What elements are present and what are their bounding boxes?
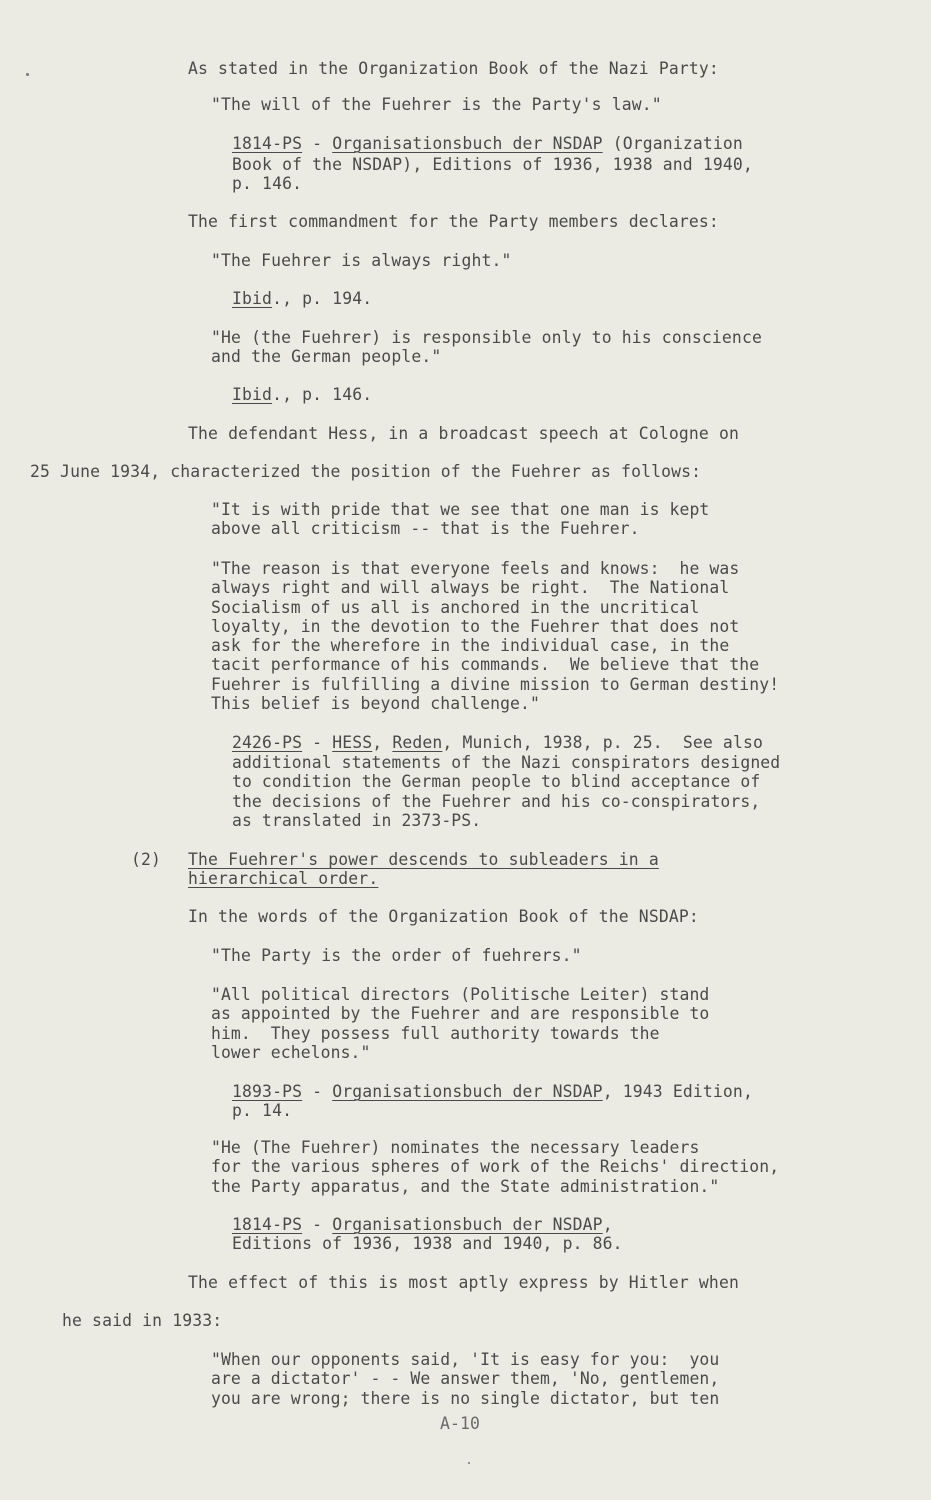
org-book-intro: As stated in the Organization Book of the Nazi Party:: [188, 59, 719, 78]
quote-responsible-line2: and the German people.": [211, 347, 442, 366]
quote-responsible-line1: "He (the Fuehrer) is responsible only to his conscience: [211, 328, 762, 347]
page-number: A-10: [440, 1414, 481, 1433]
citation-1814-ps-line2: Book of the NSDAP), Editions of 1936, 1938 and 1940,: [232, 155, 753, 174]
citation-1893-ps-line2: p. 14.: [232, 1101, 293, 1120]
effect-intro-line1: The effect of this is most aptly express by Hitler when: [188, 1273, 739, 1292]
effect-intro-line2: he said in 1933:: [62, 1311, 223, 1330]
hess-quote-1: "It is with pride that we see that one man is kept above all criticism -- that is the Fuehrer.: [211, 500, 710, 539]
quote-order-of-fuehrers: "The Party is the order of fuehrers.": [211, 946, 582, 965]
words-of-org-book-intro: In the words of the Organization Book of the NSDAP:: [188, 907, 699, 926]
section-2-number: (2): [131, 850, 162, 869]
hess-quote-2: "The reason is that everyone feels and knows: he was always right and will always be right. The National Socialism of us all is anchored in the uncritical loyalty, in the devotion to the Fuehrer that does not ask for the wherefore in the individual case, in the tacit performance of his commands. We believe that the Fuehrer is fulfilling a divine mission to German destiny! This belief is beyond challenge.": [211, 559, 780, 714]
margin-mark: [26, 73, 29, 76]
citation-1814-ps: 1814-PS - Organisationsbuch der NSDAP (Organization: [232, 134, 743, 153]
citation-code: 1814-PS: [232, 134, 303, 153]
quote-will-of-fuehrer: "The will of the Fuehrer is the Party's law.": [211, 95, 662, 114]
bottom-mark: [468, 1462, 470, 1464]
citation-1814-ps-second: 1814-PS - Organisationsbuch der NSDAP,: [232, 1215, 613, 1234]
citation-2426-ps: 2426-PS - HESS, Reden, Munich, 1938, p. 25. See also: [232, 733, 763, 752]
citation-1814-ps-second-line2: Editions of 1936, 1938 and 1940, p. 86.: [232, 1234, 623, 1253]
citation-1893-ps: 1893-PS - Organisationsbuch der NSDAP, 1943 Edition,: [232, 1082, 753, 1101]
section-2-heading-line1: The Fuehrer's power descends to subleaders in a: [188, 850, 659, 869]
section-2-heading-line2: hierarchical order.: [188, 869, 379, 888]
hitler-quote: "When our opponents said, 'It is easy for you: you are a dictator' - - We answer them, 'No, gentlemen, you are wrong; there is no single dictator, but ten: [211, 1350, 720, 1408]
hess-intro-line1: The defendant Hess, in a broadcast speech at Cologne on: [188, 424, 739, 443]
ibid-p194: Ibid., p. 194.: [232, 289, 373, 308]
citation-title: Organisationsbuch der NSDAP: [332, 134, 603, 153]
quote-always-right: "The Fuehrer is always right.": [211, 251, 512, 270]
hess-intro-line2: 25 June 1934, characterized the position of the Fuehrer as follows:: [30, 462, 702, 481]
citation-2426-ps-continued: additional statements of the Nazi conspirators designed to condition the German people to blind acceptance of the decisions of the Fuehrer and his co-conspirators, as translated in 2373-PS.: [232, 753, 781, 830]
first-commandment-intro: The first commandment for the Party members declares:: [188, 212, 719, 231]
quote-political-directors: "All political directors (Politische Leiter) stand as appointed by the Fuehrer and are responsible to him. They possess full authority towards the lower echelons.": [211, 985, 710, 1062]
ibid-p146: Ibid., p. 146.: [232, 385, 373, 404]
quote-nominates-leaders: "He (The Fuehrer) nominates the necessary leaders for the various spheres of work of the Reichs' direction, the Party apparatus, and the State administration.": [211, 1138, 780, 1196]
citation-1814-ps-line3: p. 146.: [232, 174, 303, 193]
